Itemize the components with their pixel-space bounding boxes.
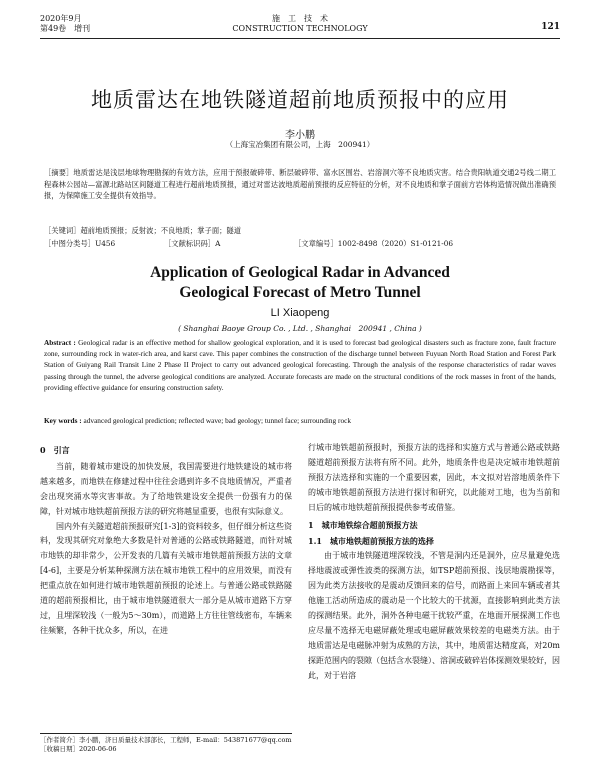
- keywords-en: [44, 416, 556, 425]
- body-paragraph: 行城市地铁超前预报时，预报方法的选择和实施方式与普通公路或铁路隧道超前预报方法将有所不同。此外，地质条件也是决定城市地铁超前预报方法选择和实施的一个重要因素，因此，本文拟对岩溶地质条件下的城市地铁超前预报方法进行探讨和研究，以此能对工地，也为当前和日后的城市地铁超前预报提供参考或借鉴。: [308, 443, 560, 512]
- author-bio: ［作者简介］李小鹏，济日质量技术部部长，工程师，E-mail：543871677@qq.com: [40, 736, 292, 744]
- journal-name: [40, 14, 560, 34]
- keywords-en-label: Key words :: [44, 416, 82, 425]
- section-heading-1: 1 城市地铁综合超前预报方法: [308, 519, 418, 530]
- body-right-column: [308, 441, 560, 684]
- abstract-en-text: Geological radar is an effective method for shallow geological exploration, and it is used to forecast bad geological disasters such as fracture zone, fault fracture zone, surrounding rock in water-rich area, and karst cave. This paper combines the construction of the discharge tunnel between Fuyuan North Road Station and Forest Park Station of Guiyang Rail Transit Line 2 Phase II Project to carry out advanced geological forecasting. Through the analysis of the response characteristics of radar waves passing through the tunnel, the adverse geological conditions are analyzed. Accurate forecasts are made on the structural conditions of the rock masses in front of the hands, providing effective guidance for ensuring construction safety.: [44, 338, 556, 392]
- footnote: [40, 733, 292, 753]
- section-heading-intro: 0 引言: [40, 445, 70, 455]
- abstract-en-label: Abstract :: [44, 338, 76, 347]
- received-date: ［收稿日期］2020-06-06: [40, 744, 117, 753]
- body-paragraph: 由于城市地铁隧道埋深较浅，不管是洞内还是洞外，应尽量避免选择地震波或弹性波类的探测方法，如TSP超前预报、浅层地震勘探等，因为此类方法接收的是震动反馈回来的信号，而路面上来回车辆或者其他施工活动所造成的震动是一个比较大的干扰源，直接影响到此类方法的探测结果。此外，洞外各种电磁干扰较严重，在地面开展探测工作也应尽量不选择无电磁屏蔽处理或电磁屏蔽效果较差的电磁类方法。由于地质雷达是电磁脉冲射为成熟的方法，其中，地质雷达精度高，对20m探距范围内的裂隙（包括含水裂缝）、溶洞或破碎岩体探测效果较好，因此，对于岩溶: [308, 551, 560, 680]
- doc-code: ［文献标识码］A: [164, 239, 221, 248]
- body-paragraph: 当前，随着城市建设的加快发展，我国需要进行地铁建设的城市将越来越多，而地铁在修建过程中往往会遇到许多不良地质情况，严重者会出现突涌水等灾害事故。为了给地铁建设安全提供一份强有力的保障，针对城市地铁超前预报方法的研究将越显重要，也很有实际意义。: [40, 461, 292, 516]
- page-number: 121: [541, 22, 560, 32]
- running-header: [40, 14, 560, 39]
- affiliation-cn: （上海宝冶集团有限公司，上海 200941）: [225, 140, 375, 149]
- body-paragraph: 国内外有关隧道超前预报研究[1-3]的资料较多，但仔细分析这些资料，发现其研究对象绝大多数是针对普通的公路或铁路隧道，而针对城市地铁的却非常少，公开发表的几篇有关城市地铁超前预报方法的文章[4-6]，主要是分析某种探测方法在城市地铁工程中的应用效果，而没有把重点放在如何进行城市地铁超前预报的论述上。与普通公路或铁路隧道的超前预报相比，由于城市地铁隧道很大一部分是从城市道路下方穿过，且埋深较浅（一般为5～30m），而道路上方往往管线密布，车辆来往频繁，各种干扰众多，所以，在进: [40, 521, 292, 635]
- subsection-heading-1-1: 1.1 城市地铁超前预报方法的选择: [308, 536, 434, 547]
- keywords-cn: ［关键词］超前地质预报；反射波；不良地质；掌子面；隧道: [44, 226, 242, 235]
- title-cn: 地质雷达在地铁隧道超前地质预报中的应用: [91, 88, 509, 112]
- clc-number: ［中图分类号］U456: [44, 239, 116, 248]
- article-number: ［文章编号］1002-8498（2020）S1-0121-06: [294, 239, 453, 248]
- title-en-line-1: Application of Geological Radar in Advanced: [150, 264, 450, 281]
- keywords-en-text: advanced geological prediction; reflected wave; bad geology; tunnel face; surrounding rock: [83, 416, 351, 425]
- journal-name-en: CONSTRUCTION TECHNOLOGY: [232, 24, 368, 33]
- issue-volume: 第49卷 增刊: [40, 24, 91, 33]
- abstract-cn: ［摘要］地质雷达是浅层地球物理勘探的有效方法，应用于预报破碎带、断层破碎带、富水区围岩、岩溶洞穴等不良地质灾害。结合贵阳轨道交通2号线二期工程森林公园站—富源北路站区间隧道工程进行超前地质预报，通过对雷达波地质超前预报的反应特征的分析，对不良地质和掌子面前方岩体构造情况做出准确预报，为保障施工安全提供有效指导。: [44, 168, 556, 201]
- author-cn: 李小鹏: [285, 130, 315, 141]
- issue-date: 2020年9月: [40, 14, 82, 23]
- abstract-en: [44, 337, 556, 393]
- title-en: [0, 263, 600, 303]
- affiliation-en: ( Shanghai Baoye Group Co. , Ltd. , Shanghai 200941 , China ): [178, 324, 422, 333]
- author-en: LI Xiaopeng: [270, 307, 330, 319]
- title-en-line-2: Geological Forecast of Metro Tunnel: [179, 284, 421, 301]
- journal-name-cn: 施 工 技 术: [272, 14, 328, 23]
- body-left-column: [40, 441, 292, 639]
